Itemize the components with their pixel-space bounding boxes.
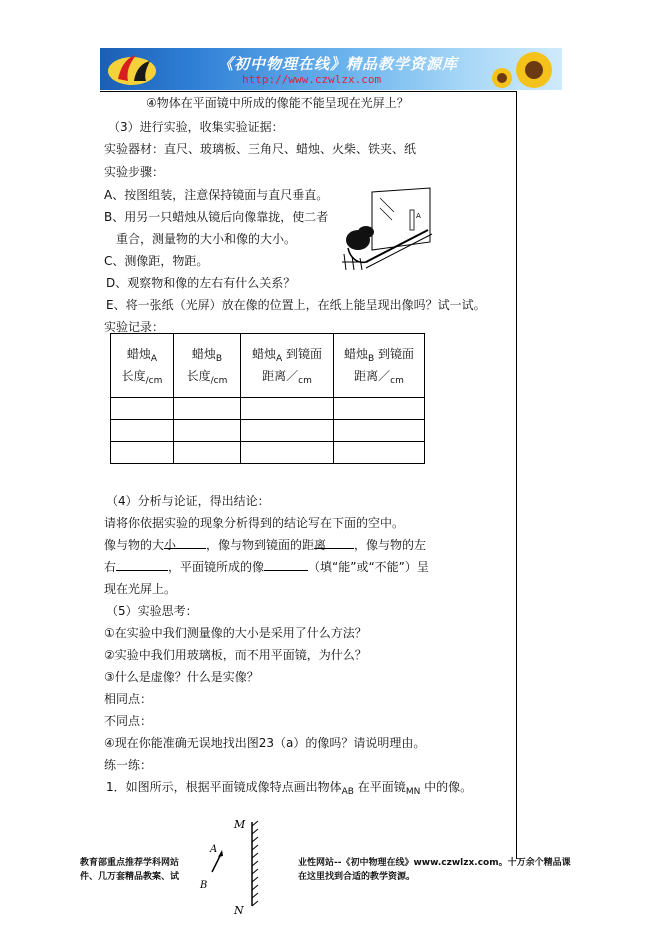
table-row [111, 442, 425, 464]
footer-right: 业性网站--《初中物理在线》www.czwlzx.com。十万余个精品课 在这里找到合适的教学资源。 [298, 858, 571, 882]
table-cell[interactable] [241, 398, 334, 420]
conclusion-line-1: 像与物的大小 ，像与物到镜面的距离 ，像与物的左 [104, 538, 427, 552]
materials-line: 实验器材：直尺、玻璃板、三角尺、蜡烛、火柴、铁夹、纸 [104, 142, 417, 156]
conclusion-line-2: 右 ，平面镜所成的像 （填“能”或“不能”）呈 [104, 560, 429, 574]
thinking-q2: ②实验中我们用玻璃板，而不用平面镜，为什么？ [104, 648, 367, 662]
steps-title: 实验步骤： [104, 165, 165, 179]
analysis-intro: 请将你依据实验的现象分析得到的结论写在下面的空中。 [104, 516, 405, 530]
thinking-q3: ③什么是虚像？什么是实像？ [104, 670, 259, 684]
different-points: 不同点： [104, 714, 153, 728]
table-cell[interactable] [334, 442, 425, 464]
table-row [111, 398, 425, 420]
thinking-q1: ①在实验中我们测量像的大小是采用了什么方法？ [104, 626, 367, 640]
section-3-title: （3）进行实验，收集实验证据： [108, 120, 284, 134]
record-title: 实验记录： [104, 320, 165, 334]
sunflower-decoration-icon [488, 48, 558, 90]
section-4-title: （4）分析与论证，得出结论： [106, 494, 270, 508]
experiment-illustration [336, 184, 440, 272]
table-cell[interactable] [241, 420, 334, 442]
header-banner [100, 48, 562, 90]
header-cell-b-distance: 蜡烛$_B$ 到镜面 距离$/_{cm}$ [334, 334, 425, 398]
object-label-b: B [200, 880, 208, 891]
mirror-figure [196, 814, 276, 918]
site-logo-icon [106, 51, 162, 87]
practice-title: 练一练： [104, 758, 153, 772]
section-5-title: （5）实验思考： [106, 604, 198, 618]
screen-blank[interactable] [264, 558, 308, 571]
header-rule [100, 91, 516, 92]
table-cell[interactable] [111, 420, 174, 442]
step-b: B、用另一只蜡烛从镜后向像靠拢，使二者 [104, 210, 329, 224]
table-row [111, 420, 425, 442]
header-cell-a-length: 蜡烛$_A$ 长度$_{/cm}$ [111, 334, 174, 398]
object-label-a: A [210, 844, 218, 855]
size-blank[interactable]: 小 [164, 536, 206, 549]
table-cell[interactable] [174, 442, 241, 464]
practice-item-1: 1．如图所示，根据平面镜成像特点画出物体$_{AB}$ 在平面镜$_{MN}$ 中的像。 [106, 780, 473, 797]
step-c: C、测像距，物距。 [104, 254, 209, 268]
step-d: D、观察物和像的左右有什么关系？ [106, 276, 296, 290]
left-right-blank[interactable] [116, 558, 168, 571]
table-cell[interactable] [174, 420, 241, 442]
header-cell-a-distance: 蜡烛$_A$ 到镜面 距离$/_{cm}$ [241, 334, 334, 398]
mirror-label-n: N [234, 904, 244, 917]
step-a: A、按图组装，注意保持镜面与直尺垂直。 [104, 188, 329, 202]
thinking-q4: ④现在你能准确无误地找出图23（a）的像吗？请说明理由。 [104, 736, 426, 750]
distance-blank[interactable]: 离 [314, 536, 354, 549]
header-cell-b-length: 蜡烛$_B$ 长度$_{/cm}$ [174, 334, 241, 398]
conclusion-line-3: 现在光屏上。 [104, 582, 177, 596]
site-title: 《初中物理在线》精品教学资源库 [218, 55, 459, 73]
site-url[interactable]: http://www.czwlzx.com [242, 73, 382, 86]
same-points: 相同点： [104, 692, 153, 706]
footer-left: 教育部重点推荐学科网站 件、几万套精品教案、试 [80, 858, 180, 882]
table-cell[interactable] [174, 398, 241, 420]
table-cell[interactable] [111, 398, 174, 420]
table-cell[interactable] [334, 420, 425, 442]
table-header-row [111, 334, 425, 398]
mirror-label-m: M [234, 818, 246, 831]
table-cell[interactable] [334, 398, 425, 420]
question-4: ④物体在平面镜中所成的像能不能呈现在光屏上？ [146, 96, 409, 110]
svg-text:A: A [416, 212, 421, 220]
table-cell[interactable] [241, 442, 334, 464]
step-b-continued: 重合，测量物的大小和像的大小。 [116, 232, 297, 246]
record-table [110, 333, 425, 464]
step-e: E、将一张纸（光屏）放在像的位置上，在纸上能呈现出像吗？试一试。 [106, 298, 486, 312]
margin-rule [516, 91, 517, 859]
table-cell[interactable] [111, 442, 174, 464]
